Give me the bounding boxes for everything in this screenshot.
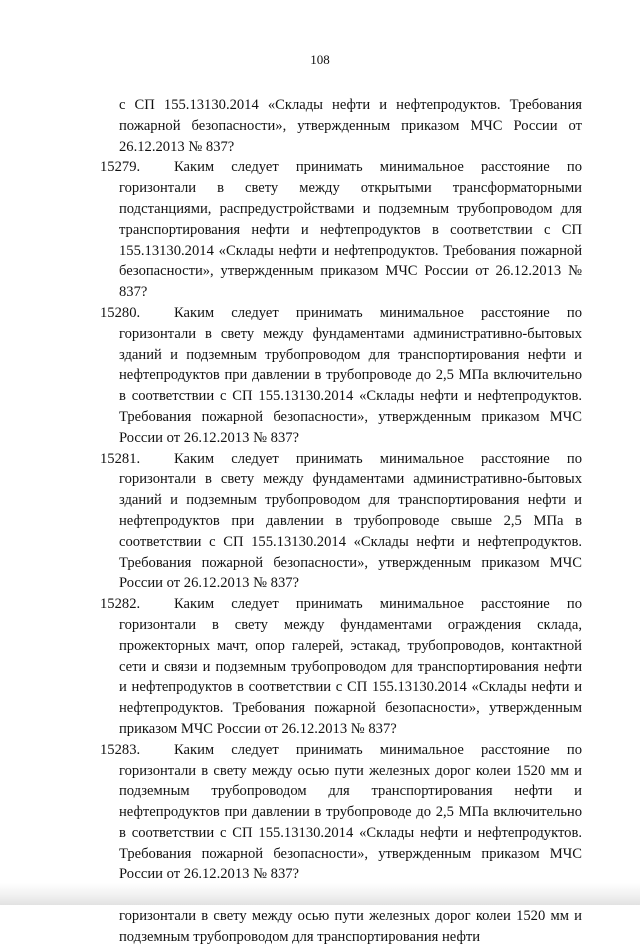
question-number: 15280. — [100, 304, 141, 321]
question-number: 15282. — [100, 596, 141, 613]
question-entry — [100, 303, 582, 449]
question-text: Каким следует принимать минимальное расстояние по горизонтали в свету между фундаментами административно-бытовых зданий и подземным трубопроводом для транспортирования нефти и нефтепродуктов при давлении в трубопроводе свыше 2,5 МПа в соответствии с СП 155.13130.2014 «Склады нефти и нефтепродуктов. Требования пожарной безопасности», утвержденным приказом МЧС России от 26.12.2013 № 837? — [119, 450, 582, 592]
question-text: горизонтали в свету между осью пути железных дорог колеи 1520 мм и подземным трубопроводом для транспортирования нефти — [119, 908, 582, 945]
question-entry — [100, 449, 582, 595]
continuation-text: с СП 155.13130.2014 «Склады нефти и нефтепродуктов. Требования пожарной безопасности», утвержденным приказом МЧС России от 26.12.2013 № 837? — [119, 97, 582, 155]
question-entry — [100, 740, 582, 886]
question-number: 15279. — [100, 159, 141, 176]
question-text: Каким следует принимать минимальное расстояние по горизонтали в свету между осью пути железных дорог колеи 1520 мм и подземным трубопроводом для транспортирования нефти и нефтепродуктов при давлении в трубопроводе до 2,5 МПа включительно в соответствии с СП 155.13130.2014 «Склады нефти и нефтепродуктов. Требования пожарной безопасности», утвержденным приказом МЧС России от 26.12.2013 № 837? — [119, 741, 582, 883]
question-text: Каким следует принимать минимальное расстояние по горизонтали в свету между открытыми трансформаторными подстанциями, распредустройствами и подземным трубопроводом для транспортирования нефти и нефтепродуктов в соответствии с СП 155.13130.2014 «Склады нефти и нефтепродуктов. Требования пожарной безопасности», утвержденным приказом МЧС России от 26.12.2013 № 837? — [119, 159, 582, 301]
question-entry — [100, 157, 582, 303]
question-entry — [100, 594, 582, 740]
question-text: Каким следует принимать минимальное расстояние по горизонтали в свету между фундаментами ограждения склада, прожекторных мачт, опор галерей, эстакад, трубопроводов, контактной сети и связи и подземным трубопроводом для транспортирования нефти и нефтепродуктов в соответствии с СП 155.13130.2014 «Склады нефти и нефтепродуктов. Требования пожарной безопасности», утвержденным приказом МЧС России от 26.12.2013 № 837? — [119, 596, 582, 737]
question-number: 15281. — [100, 450, 141, 467]
scan-bottom-edge — [0, 883, 640, 905]
question-number: 15283. — [100, 741, 141, 758]
page-number: 108 — [310, 52, 330, 67]
page-content — [100, 95, 582, 948]
question-text: Каким следует принимать минимальное расстояние по горизонтали в свету между фундаментами административно-бытовых зданий и подземным трубопроводом для транспортирования нефти и нефтепродуктов при давлении в трубопроводе до 2,5 МПа включительно в соответствии с СП 155.13130.2014 «Склады нефти и нефтепродуктов. Требования пожарной безопасности», утвержденным приказом МЧС России от 26.12.2013 № 837? — [119, 304, 582, 446]
